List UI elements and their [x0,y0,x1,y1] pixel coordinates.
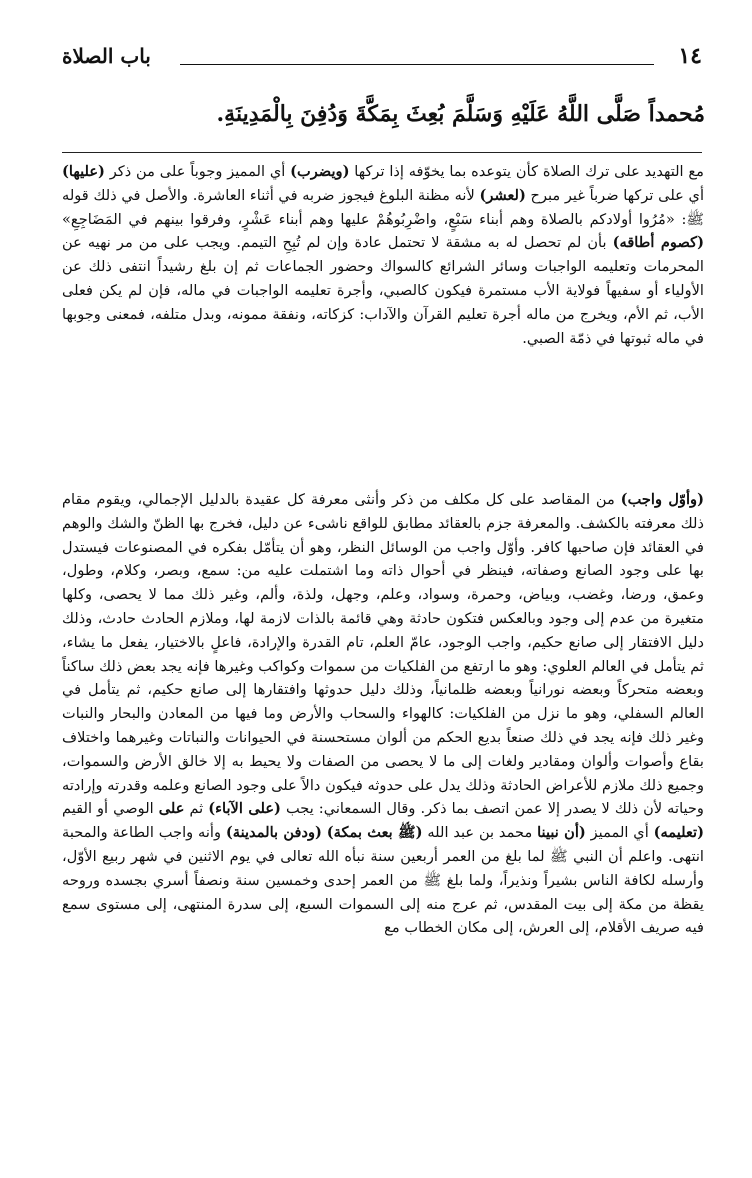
page-number: ١٤ [678,43,702,69]
matn-quote: (أن نبينا [537,824,586,842]
text-segment: وأنه واجب الطاعة والمحبة انتهى. واعلم أن النبي ﷺ لما بلغ من العمر أربعين سنة نبأه الله تعالى في يوم الاثنين في شهر ربيع الأوّل، وأرسله لكافة الناس بشيراً ونذيراً، ولما بلغ ﷺ من العمر إحدى وخمسين سنة ونصفاً أسري بجسده وروحه يقظة من مكة إلى بيت المقدس، ثم عرج منه إلى السموات السبع، إلى سدرة المنتهى، إلى مستوى سمع فيه صريف الأقلام، إلى العرش، إلى مكان الخطاب مع [62,824,704,937]
text-segment: من المقاصد على كل مكلف من ذكر وأنثى معرفة كل عقيدة بالدليل الإجمالي، ويقوم مقام ذلك معرفته بالكشف. والمعرفة جزم بالعقائد مطابق للواقع ناشىء عن دليل، فخرج بها الظنّ والشك والوهم في العقائد فإن صاحبها كافر. وأوّل واجب من الوسائل النظر، وهو أن يتأمّل بفكره في المصنوعات فيستدل بها على وجود الصانع وصفاته، فينظر في أحوال ذاته وما اشتملت عليه من: سمع، وبصر، وكلام، وطول، وعمق، ورضا، وغضب، وبياض، وحمرة، وسواد، وعلم، وجهل، ولذة، وألم، وغير ذلك مما لا يحصى، وكلها متغيرة من عدم إلى وجود وبالعكس فتكون حادثة وهي قائمة بالذات لازمة لها، وملازم الحادث حادث، وذلك دليل الافتقار إلى صانع حكيم، واجب الوجود، عامّ العلم، تام القدرة والإرادة، فاعلٍ بالاختيار، يفعل ما يشاء، ثم يتأمل في العالم العلوي: وهو ما ارتفع من الفلكيات من سموات وكواكب وغيرها فإنه يجد بعض ذلك ساكناً وبعضه متحركاً وبعضه نورانياً وبعضه ظلمانياً، وذلك دليل حدوثها وافتقارها إلى صانع حكيم، ثم يتأمل في العالم السفلي، وهو ما نزل من الفلكيات: كالهواء والسحاب والأرض وما فيها من المعادن والبحار والنبات وغير ذلك فإنه يجد في ذلك صنعاً بديع الحكم من ألوان مستحسنة في الحيوانات والنباتات وغيرهما واختلاف بقاع وأصوات وألوان ومقادير ولغات إلى ما لا يحصى من الصفات ولا يحيط به إلا خالق الأرض والسموات، وجميع ذلك ملازم للأعراض الحادثة وذلك يدل على حدوثه فيكون دالاً على وجود الصانع وعلمه وقدرته وإرادته وحياته لأن ذلك لا يصدر إلا عمن اتصف بما ذكر. وقال السمعاني: يجب [62,491,704,818]
text-segment: محمد بن عبد الله [422,824,538,842]
matn-quote: (ودفن بالمدينة) [225,824,322,842]
header-rule [180,64,654,65]
matn-quote: (كصوم أطاقه) [612,234,704,252]
paragraph-text [62,488,704,940]
matn-quote: (على الآباء) [208,800,281,818]
text-segment: مع التهديد على ترك الصلاة كأن يتوعده بما يخوّفه إذا تركها [349,163,704,180]
text-segment: ثم [184,800,209,818]
text-segment: لأنه مظنة البلوغ فيجوز ضربه في أثناء العاشرة. والأصل في ذلك قوله ﷺ: «مُرُوا أولادكم بالصلاة وهم أبناء سَبْعٍ، واضْرِبُوهُمْ عليها وهم أبناء عَشْرٍ، وفرقوا بينهم في المَضَاجِعِ» [62,186,704,228]
text-segment: أي المميز وجوباً على من ذكر [104,163,291,180]
page-header [62,40,702,74]
chapter-title: باب الصلاة [62,44,151,68]
text-segment: بأن لم تحصل له به مشقة لا تحتمل عادة وإن لم تُبِحِ التيمم. ويجب على من مر نهيه عن المحرمات وتعليمه الواجبات وسائر الشرائع كالسواك وحضور الجماعات ثم إن بلغ رشيداً انتفى ذلك عن الأولياء أو سفيهاً فولاية الأب مستمرة فيكون كالصبي، وأجرة تعليمه الواجبات في ماله، فإن لم يكن فعلى الأب، ثم الأم، ويخرج من ماله أجرة تعليم القرآن والآداب: كزكاته، ونفقة ممونه، وبدل متلفه، فمعنى وجوبها في ماله ثبوتها في ذمّة الصبي. [62,234,704,347]
matn-separator [62,152,702,153]
matn-quote: (لعشر) [479,186,526,204]
matn-quote: (تعليمه) [653,824,704,842]
text-segment: أي على تركها ضرباً غير مبرح [525,186,705,204]
text-segment: الوصي أو القيم [62,800,159,818]
paragraph-text [62,160,704,350]
text-segment: أي المميز [585,824,654,842]
matn-quote: (عليها) [62,163,105,180]
commentary-paragraph-2 [62,488,704,1158]
matn-text: مُحمداً صَلَّى اللَّهُ عَلَيْهِ وَسَلَّمَ بُعِثَ بِمَكَّةَ وَدُفِنَ بِالْمَدِينَةِ. [216,101,705,127]
commentary-paragraph-1 [62,160,704,460]
matn-quote: (ﷺ بعث بمكة) [326,824,423,842]
matn-quote: (وأوّل واجب) [620,491,704,508]
matn-quote: (ويضرب) [290,163,350,180]
matn-quote: على [158,800,185,818]
